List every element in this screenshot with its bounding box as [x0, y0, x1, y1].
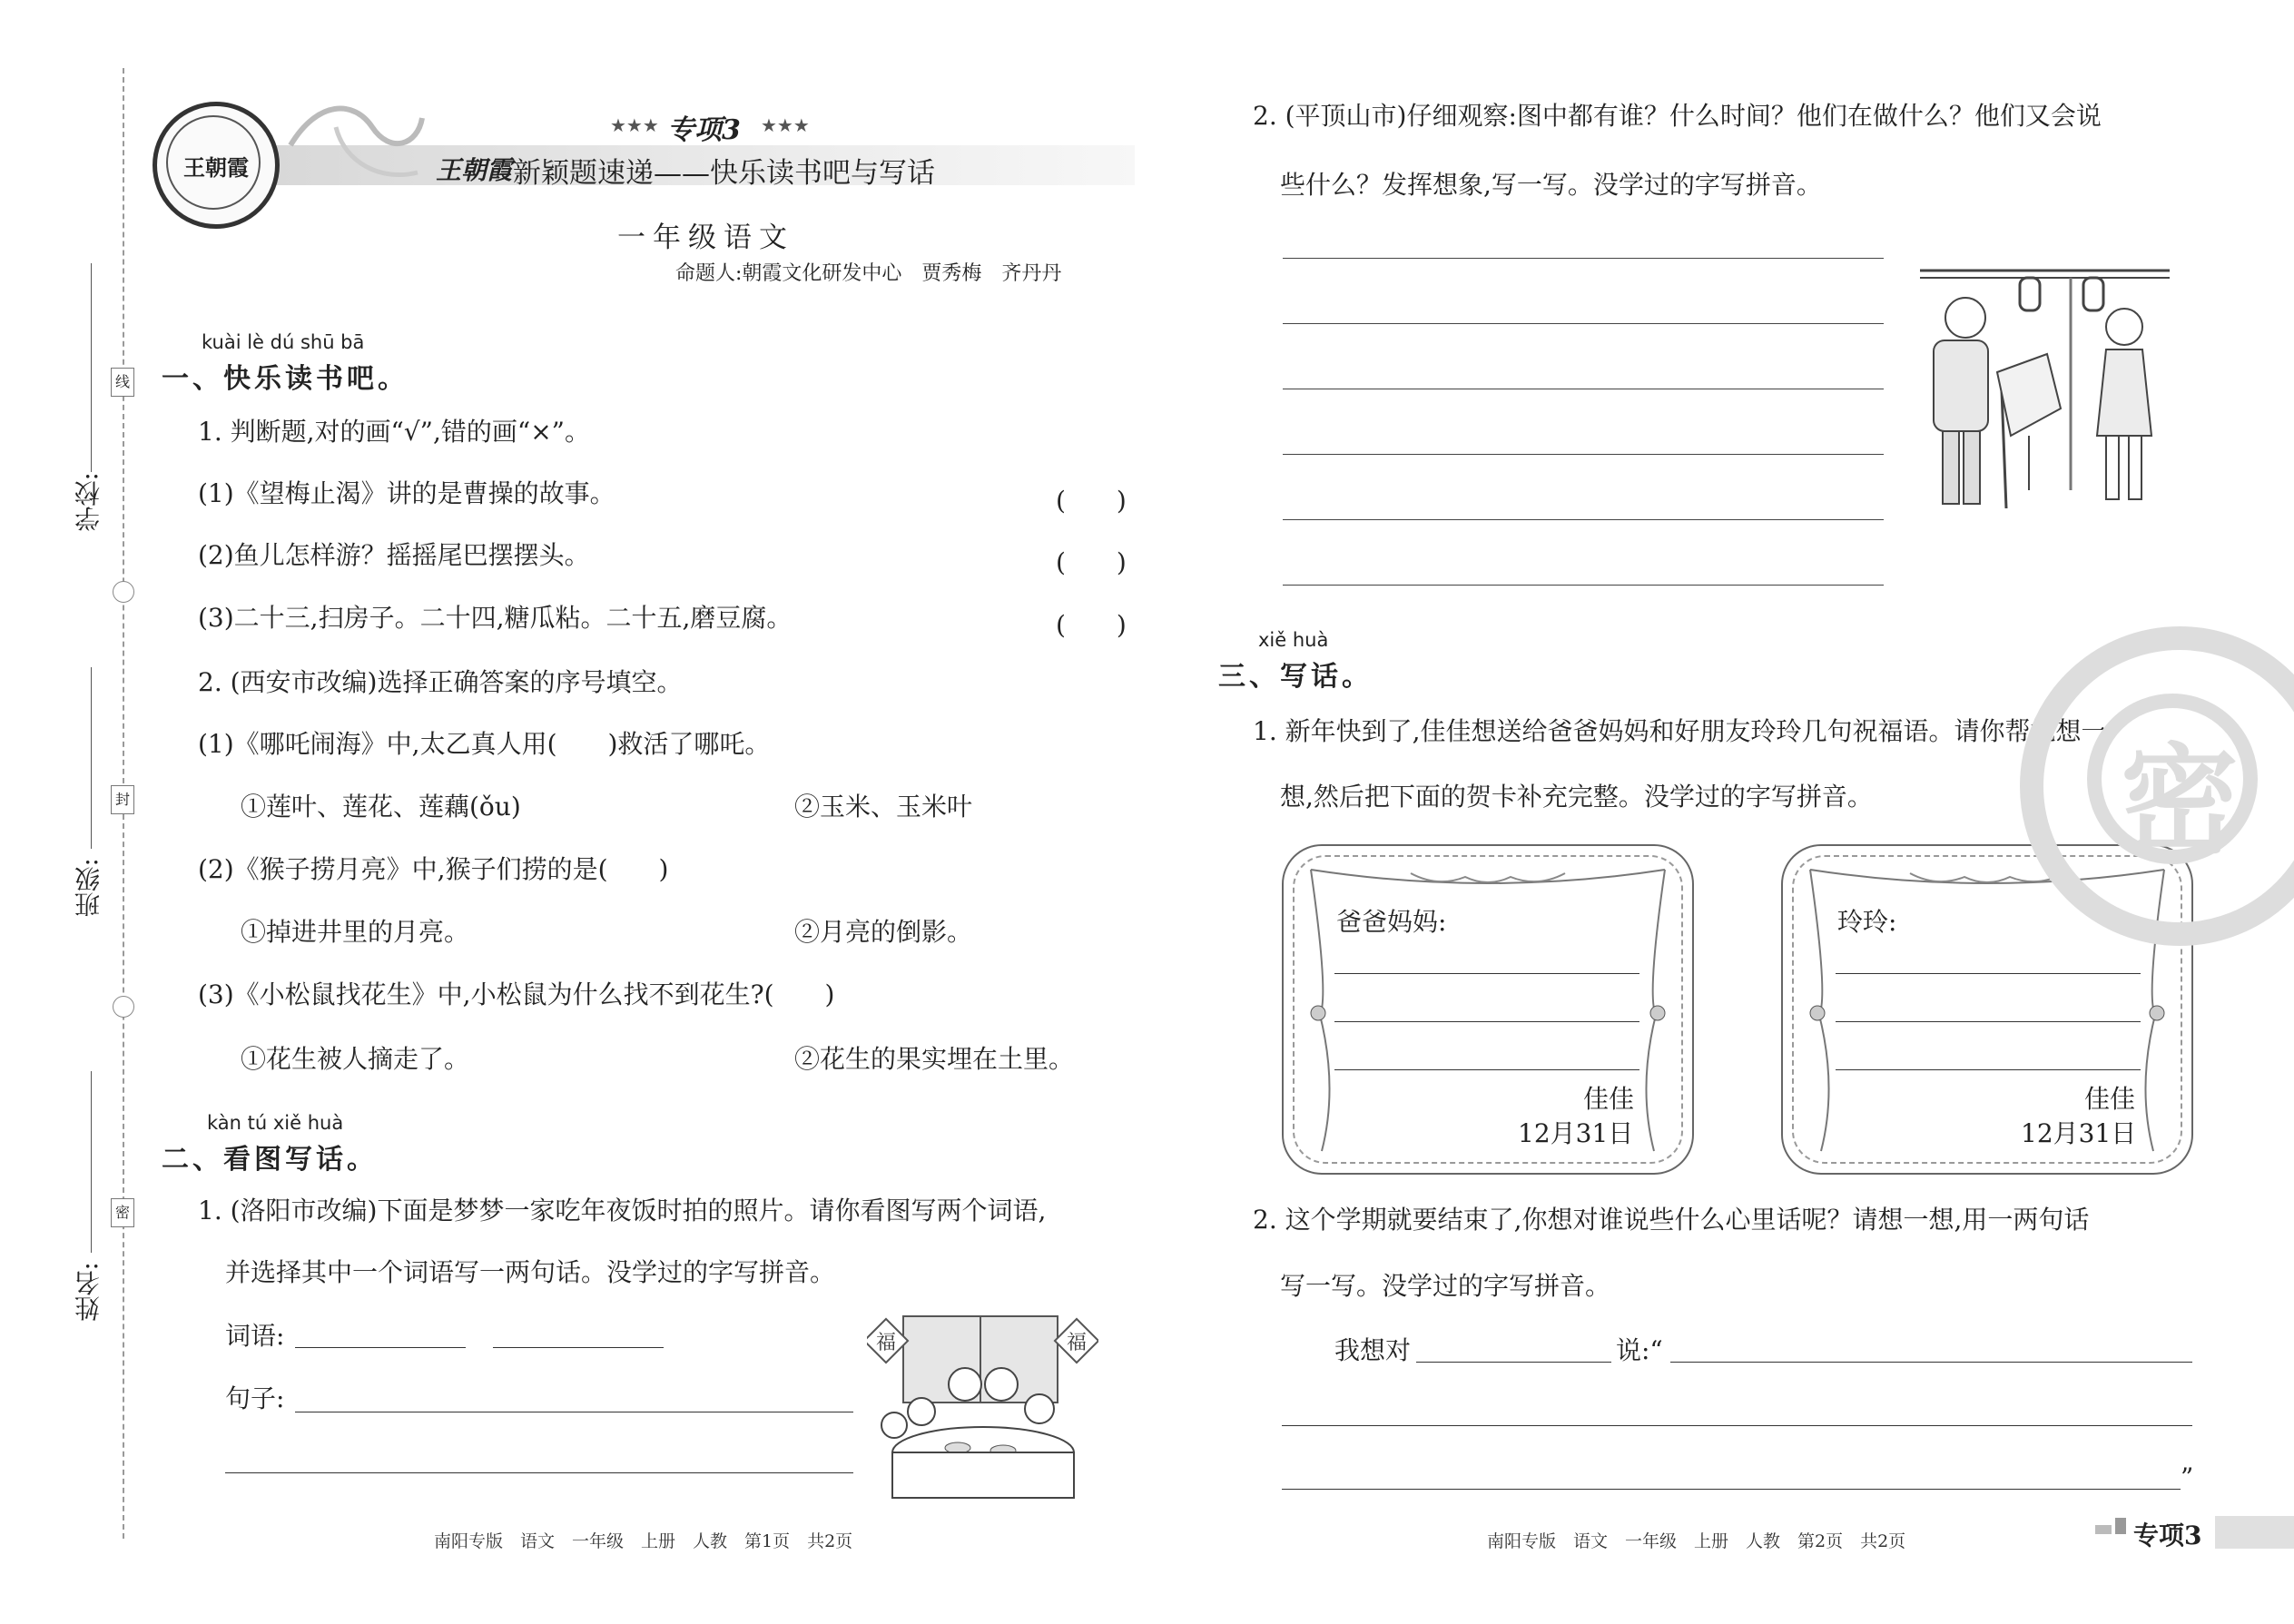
- series-stars-right: ★★★: [761, 114, 810, 136]
- series-label: 专项3: [667, 114, 741, 146]
- s2-q1-line1: 1. (洛阳市改编)下面是梦梦一家吃年夜饭时拍的照片。请你看图写两个词语,: [198, 1196, 1047, 1225]
- watermark-character: 密: [2120, 731, 2239, 870]
- s2-q1-word-label: 词语:: [225, 1321, 285, 1351]
- s2-q2-line1: 2. (平顶山市)仔细观察:图中都有谁？什么时间？他们在做什么？他们又会说: [1253, 101, 2102, 131]
- s1-q2-item2-option-b: ②月亮的倒影。: [794, 917, 973, 947]
- footer-right: 南阳专版 语文 一年级 上册 人教 第2页 共2页: [1487, 1531, 1906, 1551]
- s2-q1-line2: 并选择其中一个词语写一两句话。没学过的字写拼音。: [225, 1257, 836, 1287]
- school-label: 学校:: [74, 472, 103, 532]
- s1-q1-item2: (2)鱼儿怎样游？摇摇尾巴摆摆头。: [198, 540, 590, 570]
- greeting-card-parents: [1282, 844, 1694, 1175]
- fu-character-right: 福: [1067, 1332, 1088, 1354]
- s2-q2-line-1[interactable]: [1283, 258, 1884, 259]
- s1-q1-item3: (3)二十三,扫房子。二十四,糖瓜粘。二十五,磨豆腐。: [198, 603, 793, 633]
- footer-tab: 专项3: [2133, 1521, 2202, 1550]
- card1-line3[interactable]: [1334, 1069, 1639, 1070]
- name-underline: [91, 1071, 92, 1253]
- s2-q2-line-2[interactable]: [1283, 323, 1884, 324]
- section2-title: 二、看图写话。: [162, 1144, 378, 1176]
- card1-line2[interactable]: [1334, 1021, 1639, 1022]
- s3-q2-line-2[interactable]: [1282, 1425, 2192, 1426]
- s1-q1-answer1[interactable]: ( ): [1056, 486, 1127, 516]
- s3-q2-line-3[interactable]: [1282, 1489, 2181, 1490]
- school-underline: [91, 263, 92, 472]
- class-label: 班级:: [74, 858, 103, 918]
- card2-line3[interactable]: [1836, 1069, 2141, 1070]
- s2-q1-sentence-label: 句子:: [225, 1383, 285, 1413]
- card1-date: 12月31日: [1518, 1118, 1634, 1148]
- s3-q2-line-1[interactable]: [1670, 1362, 2192, 1363]
- s2-word-blank2[interactable]: [493, 1347, 664, 1348]
- bus-seat-illustration: [1911, 263, 2174, 527]
- tab-background: [2215, 1516, 2294, 1549]
- seal-mark-mi: 密: [111, 1198, 134, 1227]
- s3-q2-prompt-start: 我想对: [1334, 1335, 1412, 1365]
- brand-logo: [153, 102, 280, 229]
- footer-left: 南阳专版 语文 一年级 上册 人教 第1页 共2页: [434, 1531, 853, 1551]
- s2-q2-line-6[interactable]: [1283, 585, 1884, 586]
- section3-pinyin: xiě huà: [1258, 629, 1329, 651]
- series-stars-left: ★★★: [610, 114, 659, 136]
- s2-q2-line2: 些什么？发挥想象,写一写。没学过的字写拼音。: [1280, 170, 1822, 200]
- brand-name: 王朝霞: [436, 155, 513, 185]
- seal-mark-feng: 封: [111, 785, 134, 814]
- s1-q2-item1-option-b: ②玉米、玉米叶: [794, 792, 973, 822]
- s3-q2-line1: 2. 这个学期就要结束了,你想对谁说些什么心里话呢？请想一想,用一两句话: [1253, 1205, 2090, 1235]
- section1-pinyin: kuài lè dú shū bā: [202, 331, 365, 353]
- authors: 命题人:朝霞文化研发中心 贾秀梅 齐丹丹: [675, 262, 1062, 285]
- card1-line1[interactable]: [1334, 973, 1639, 974]
- name-label: 姓名:: [74, 1262, 103, 1322]
- card2-line2[interactable]: [1836, 1021, 2141, 1022]
- s1-q2-item3-option-a: ①花生被人摘走了。: [241, 1044, 470, 1074]
- card2-date: 12月31日: [2021, 1118, 2137, 1148]
- s3-q2-recipient-blank[interactable]: [1416, 1362, 1611, 1363]
- s2-q2-line-4[interactable]: [1283, 454, 1884, 455]
- s1-q1-answer3[interactable]: ( ): [1056, 610, 1127, 640]
- ribbon-decoration-icon: [281, 91, 427, 191]
- card2-line1[interactable]: [1836, 973, 2141, 974]
- binding-hole-icon: [113, 996, 134, 1018]
- s3-q2-close-quote: ”: [2181, 1462, 2194, 1492]
- s1-q1-answer2[interactable]: ( ): [1056, 547, 1127, 577]
- logo-text: 王朝霞: [183, 154, 249, 181]
- s1-q1-stem: 1. 判断题,对的画“√”,错的画“×”。: [198, 417, 590, 447]
- s1-q2-item3: (3)《小松鼠找花生》中,小松鼠为什么找不到花生?( ): [198, 979, 835, 1009]
- seal-mark-xian: 线: [111, 368, 134, 397]
- section1-title: 一、快乐读书吧。: [162, 363, 409, 395]
- tab-decoration: [2115, 1518, 2126, 1534]
- s2-word-blank1[interactable]: [295, 1347, 466, 1348]
- s3-q1-line2: 想,然后把下面的贺卡补充完整。没学过的字写拼音。: [1280, 782, 1873, 812]
- card2-recipient: 玲玲:: [1837, 907, 1897, 937]
- section2-pinyin: kàn tú xiě huà: [207, 1112, 344, 1134]
- class-underline: [91, 667, 92, 849]
- s1-q1-item1: (1)《望梅止渴》讲的是曹操的故事。: [198, 478, 615, 508]
- fu-character-left: 福: [876, 1332, 897, 1354]
- s3-q2-line2: 写一写。没学过的字写拼音。: [1280, 1271, 1611, 1301]
- s1-q2-stem: 2. (西安市改编)选择正确答案的序号填空。: [198, 667, 683, 697]
- card1-recipient: 爸爸妈妈:: [1336, 907, 1447, 937]
- s1-q2-item2-option-a: ①掉进井里的月亮。: [241, 917, 470, 947]
- s1-q2-item3-option-b: ②花生的果实埋在土里。: [794, 1044, 1075, 1074]
- grade-subject: 一年级语文: [617, 221, 794, 254]
- s1-q2-item1-option-a: ①莲叶、莲花、莲藕(ǒu): [241, 792, 521, 822]
- page-title: 新颖题速递——快乐读书吧与写话: [513, 157, 935, 190]
- card1-signature: 佳佳: [1583, 1084, 1635, 1114]
- s3-q1-line1: 1. 新年快到了,佳佳想送给爸爸妈妈和好朋友玲玲几句祝福语。请你帮她想一: [1253, 716, 2107, 746]
- tab-decoration: [2095, 1525, 2112, 1534]
- section3-title: 三、写话。: [1218, 661, 1373, 693]
- curtain-icon: [1302, 861, 1674, 1160]
- s1-q2-item1: (1)《哪吒闹海》中,太乙真人用( )救活了哪吒。: [198, 729, 771, 759]
- binding-hole-icon: [113, 581, 134, 603]
- s1-q2-item2: (2)《猴子捞月亮》中,猴子们捞的是( ): [198, 854, 669, 884]
- card2-signature: 佳佳: [2084, 1084, 2136, 1114]
- s2-q2-line-5[interactable]: [1283, 519, 1884, 520]
- s2-sentence-line2[interactable]: [225, 1472, 853, 1473]
- family-dinner-illustration: [867, 1307, 1098, 1502]
- s3-q2-prompt-mid: 说:“: [1616, 1335, 1663, 1365]
